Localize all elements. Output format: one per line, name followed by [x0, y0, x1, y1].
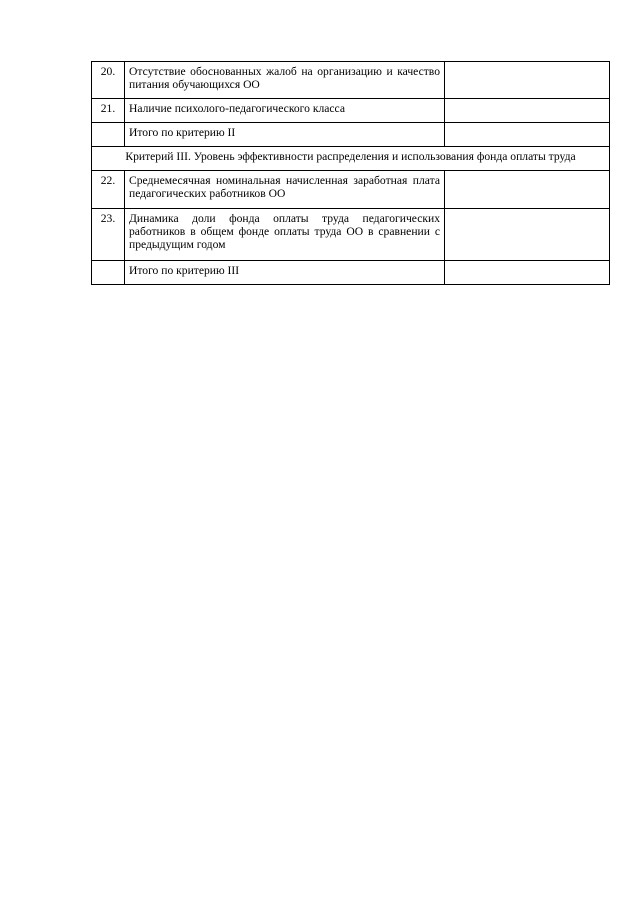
table-row: [92, 209, 610, 261]
indicator-text: Отсутствие обоснованных жалоб на организацию и качество питания обучающихся ОО: [125, 62, 445, 99]
table-row-total: [92, 123, 610, 147]
row-number: 23.: [92, 209, 125, 261]
indicator-value-cell: [445, 209, 610, 261]
criterion-header: Критерий III. Уровень эффективности распределения и использования фонда оплаты труда: [92, 147, 610, 171]
total-label: Итого по критерию III: [125, 261, 445, 285]
table-row-total: [92, 261, 610, 285]
table-row: [92, 99, 610, 123]
indicator-value-cell: [445, 62, 610, 99]
indicator-text: Наличие психолого-педагогического класса: [125, 99, 445, 123]
indicator-text: Среднемесячная номинальная начисленная заработная плата педагогических работников ОО: [125, 171, 445, 209]
indicator-value-cell: [445, 99, 610, 123]
row-number: 20.: [92, 62, 125, 99]
criteria-table: [91, 61, 610, 285]
row-number: 22.: [92, 171, 125, 209]
row-number: [92, 261, 125, 285]
total-value-cell: [445, 261, 610, 285]
row-number: 21.: [92, 99, 125, 123]
indicator-text: Динамика доли фонда оплаты труда педагогических работников в общем фонде оплаты труда ОО в сравнении с предыдущим годом: [125, 209, 445, 261]
total-value-cell: [445, 123, 610, 147]
row-number: [92, 123, 125, 147]
table-row: [92, 62, 610, 99]
table-row: [92, 171, 610, 209]
indicator-value-cell: [445, 171, 610, 209]
total-label: Итого по критерию II: [125, 123, 445, 147]
criterion-header-row: [92, 147, 610, 171]
